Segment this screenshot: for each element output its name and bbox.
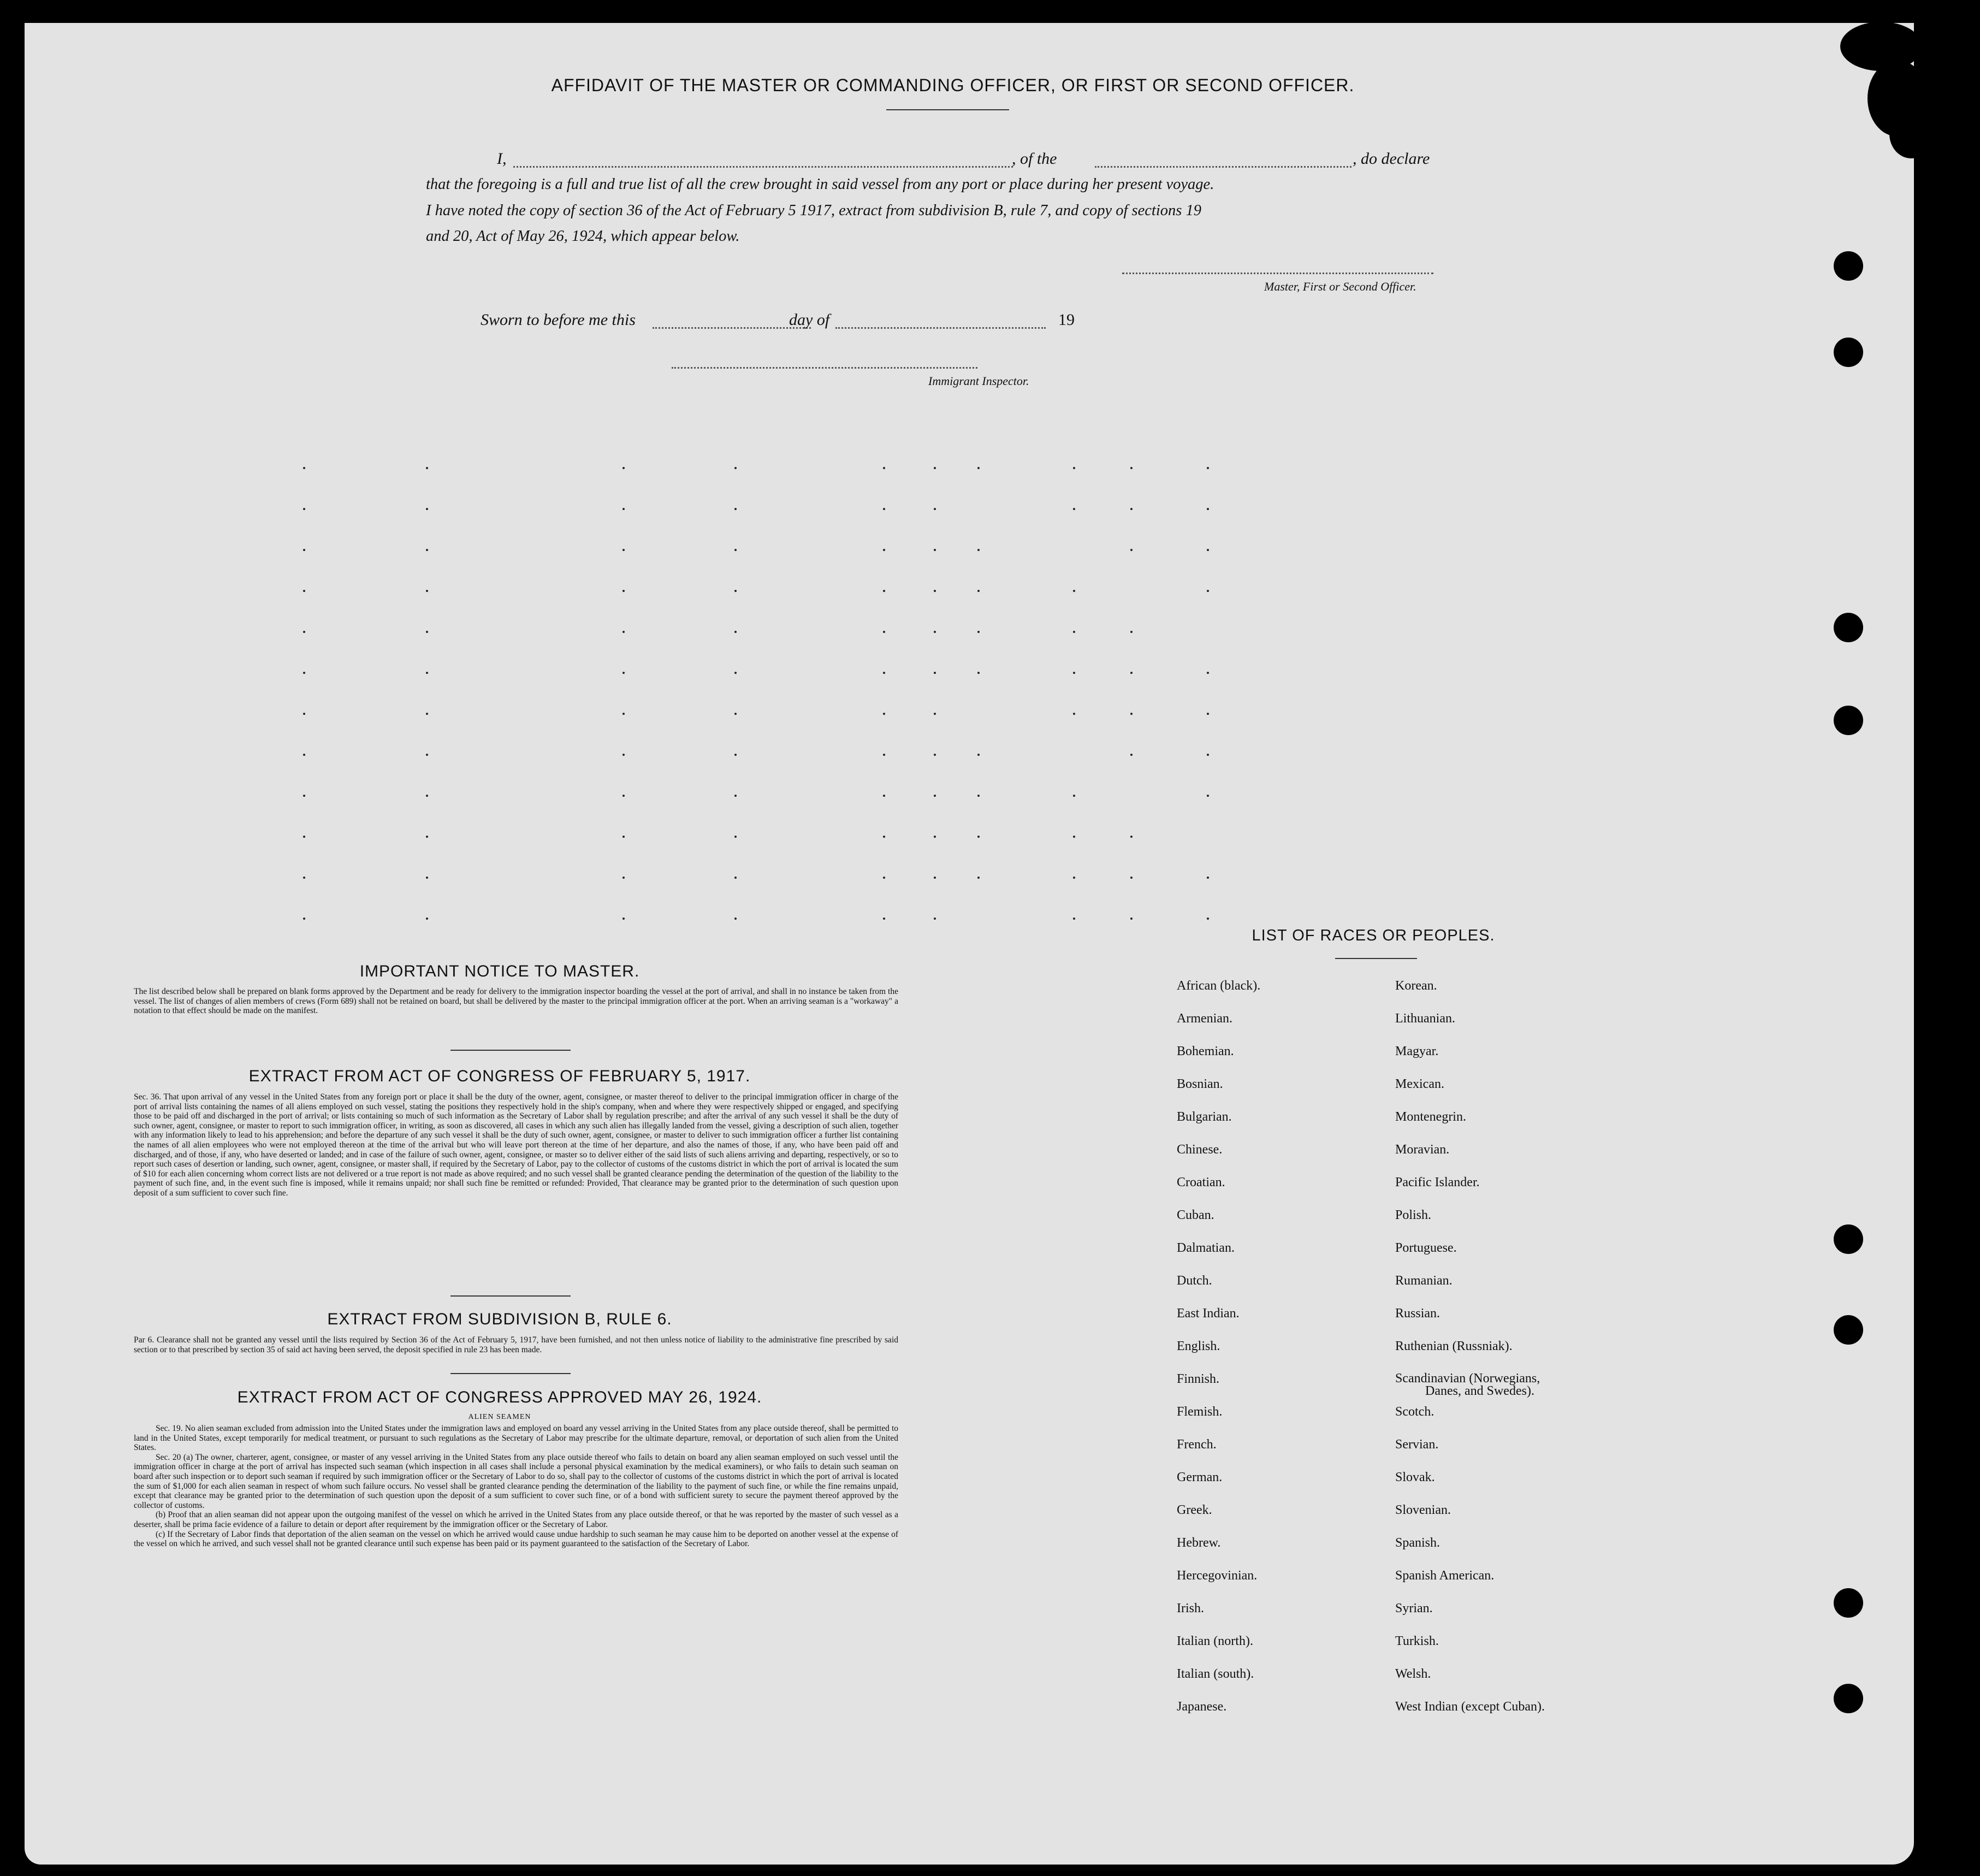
races-row xyxy=(1177,1044,1545,1077)
dot-mark xyxy=(883,713,885,715)
dot-mark xyxy=(623,672,625,674)
dot-mark xyxy=(934,918,936,920)
dot-mark xyxy=(623,918,625,920)
extract-1917-title: EXTRACT FROM ACT OF CONGRESS OF FEBRUARY 5, 1917. xyxy=(248,1067,751,1085)
races-row xyxy=(1177,1110,1545,1143)
dot-mark xyxy=(934,713,936,715)
dot-mark xyxy=(883,590,885,592)
officer-signature-line[interactable] xyxy=(1122,273,1433,274)
dot-mark xyxy=(303,549,305,551)
races-row xyxy=(1177,1306,1545,1339)
races-row xyxy=(1177,1011,1545,1044)
dot-mark xyxy=(1207,713,1209,715)
races-row xyxy=(1177,1700,1545,1732)
race-left: Bulgarian. xyxy=(1177,1110,1232,1124)
race-left: Dalmatian. xyxy=(1177,1241,1235,1255)
race-right: Moravian. xyxy=(1395,1143,1450,1157)
dot-mark xyxy=(883,467,885,469)
race-left: English. xyxy=(1177,1339,1220,1353)
dot-mark xyxy=(977,672,980,674)
dot-mark xyxy=(1130,754,1133,756)
dot-mark xyxy=(883,754,885,756)
master-name-field[interactable] xyxy=(513,166,1013,168)
race-right: Ruthenian (Russniak). xyxy=(1395,1339,1513,1353)
race-right: Syrian. xyxy=(1395,1601,1433,1615)
race-right: Slovak. xyxy=(1395,1470,1435,1484)
race-right: Servian. xyxy=(1395,1437,1439,1452)
dot-mark xyxy=(883,836,885,838)
officer-caption: Master, First or Second Officer. xyxy=(1264,280,1416,293)
races-row xyxy=(1177,1634,1545,1667)
races-row xyxy=(1177,1437,1545,1470)
extract-1917-body: Sec. 36. That upon arrival of any vessel in the United States from any foreign port or place it shall be the duty of the owner, agent, consignee, or master thereof to deliver to the principal immigration officer in charge of the port of arrival lists containing the names of all aliens employed on such vessel, stating the positions they respectively hold in the ship's company, when and where they were respectively shipped or engaged, and specifying those to be paid off and discharged in the port of arrival; or lists containing so much of such information as the Secretary of Labor shall by regulation prescribe; and after the arrival of any such vessel it shall be the duty of such owner, agent, consignee, or master to report to such immigration officer, in writing, as soon as discovered, all cases in which any such alien has illegally landed from the vessel, giving a description of such alien, together with any information likely to lead to his apprehension; and before the departure of any such vessel it shall be the duty of such owner, agent, consignee, or master to deliver to such immigration officer a further list containing the names of all alien employees who were not employed thereon at the time of the arrival but who will leave port thereon at the time of her departure, and also the names of those, if any, who have been paid off and discharged, and of those, if any, who have deserted or landed; and in case of the failure of such owner, agent, consignee, or master so to deliver either of the said lists of such aliens arriving and departing, respectively, or so to report such cases of desertion or landing, such owner, agent, consignee, or master shall, if required by the Secretary of Labor, pay to the collector of customs of the customs district in which the port of arrival is located the sum of $10 for each alien concerning whom correct lists are not delivered or a true report is not made as above required; and no such vessel shall be granted clearance pending the determination of the question of the liability to the payment of such fine, and, in the event such fine is imposed, while it remains unpaid; nor shall such fine be remitted or refunded: Provided, That clearance may be granted prior to the determination of such question upon deposit of a sum sufficient to cover such fine. xyxy=(134,1092,898,1198)
dot-mark xyxy=(1073,590,1075,592)
race-left: Croatian. xyxy=(1177,1175,1225,1189)
dot-mark xyxy=(426,631,428,633)
dot-mark xyxy=(623,631,625,633)
sec19-text: Sec. 19. No alien seaman excluded from admission into the United States under the immigration laws and employed on board any vessel arriving in the United States from any place outside thereof, shall be permitted to land in the United States, except temporarily for medical treatment, or pursuant to such regulations as the Secretary of Labor may prescribe for the ultimate departure, removal, or deportation of such alien from the United States. xyxy=(134,1424,898,1453)
race-left: Bosnian. xyxy=(1177,1077,1223,1091)
dot-mark xyxy=(1130,549,1133,551)
form-sheet xyxy=(25,23,1914,1865)
torn-corner-3 xyxy=(1889,109,1933,158)
dot-mark xyxy=(1130,631,1133,633)
race-left: Italian (south). xyxy=(1177,1667,1254,1681)
dot-mark xyxy=(623,877,625,879)
race-right: Mexican. xyxy=(1395,1077,1444,1091)
race-right: Pacific Islander. xyxy=(1395,1175,1480,1189)
affidavit-line4: and 20, Act of May 26, 1924, which appear below. xyxy=(426,228,740,245)
dot-mark xyxy=(934,549,936,551)
race-left: Flemish. xyxy=(1177,1405,1223,1419)
dot-mark xyxy=(977,549,980,551)
dot-mark xyxy=(934,754,936,756)
dot-mark xyxy=(623,508,625,510)
dot-mark xyxy=(623,467,625,469)
race-left: Finnish. xyxy=(1177,1372,1220,1386)
dot-mark xyxy=(1207,590,1209,592)
dot-mark xyxy=(1073,672,1075,674)
dot-mark xyxy=(934,508,936,510)
punch-hole xyxy=(1834,338,1863,367)
dot-mark xyxy=(426,836,428,838)
affidavit-line3: I have noted the copy of section 36 of the Act of February 5 1917, extract from subdivision B, rule 7, and copy of sections 19 xyxy=(426,202,1201,219)
dot-mark xyxy=(934,467,936,469)
rule6-body: Par 6. Clearance shall not be granted any vessel until the lists required by Section 36 of the Act of February 5, 1917, have been furnished, and not then unless notice of liability to the administrative fine prescribed by said section or to that prescribed by section 35 of said act having been served, the deposit specified in rule 23 has been made. xyxy=(134,1335,898,1354)
punch-hole xyxy=(1834,251,1863,281)
affidavit-title: AFFIDAVIT OF THE MASTER OR COMMANDING OFFICER, OR FIRST OR SECOND OFFICER. xyxy=(551,75,1355,95)
notice-divider xyxy=(450,1050,571,1051)
race-right: Turkish. xyxy=(1395,1634,1439,1648)
dot-mark xyxy=(623,795,625,797)
dot-mark xyxy=(1207,754,1209,756)
vessel-name-field[interactable] xyxy=(1095,166,1351,168)
dot-mark xyxy=(934,795,936,797)
dot-mark xyxy=(883,795,885,797)
dot-mark xyxy=(303,877,305,879)
dot-mark xyxy=(883,672,885,674)
races-row xyxy=(1177,979,1545,1011)
dot-mark xyxy=(303,713,305,715)
affidavit-line1-of-the: , of the xyxy=(1012,150,1057,168)
dot-mark xyxy=(303,672,305,674)
dot-mark xyxy=(623,836,625,838)
punch-hole xyxy=(1834,1588,1863,1618)
races-row xyxy=(1177,1175,1545,1208)
race-left: Cuban. xyxy=(1177,1208,1214,1222)
dot-mark xyxy=(883,549,885,551)
affidavit-line1-i: I, xyxy=(497,150,507,168)
punch-hole xyxy=(1834,1684,1863,1713)
dot-mark xyxy=(1207,508,1209,510)
dot-mark xyxy=(977,631,980,633)
race-right: Slovenian. xyxy=(1395,1503,1451,1517)
dot-mark xyxy=(426,590,428,592)
races-row xyxy=(1177,1339,1545,1372)
dot-mark xyxy=(1130,877,1133,879)
race-right: Magyar. xyxy=(1395,1044,1439,1058)
dot-mark xyxy=(426,795,428,797)
sworn-prefix: Sworn to before me this xyxy=(481,311,636,329)
dot-mark xyxy=(734,918,737,920)
race-left: Dutch. xyxy=(1177,1274,1212,1288)
dot-mark xyxy=(426,918,428,920)
dot-mark xyxy=(1130,918,1133,920)
dot-mark xyxy=(977,754,980,756)
sec20c-text: (c) If the Secretary of Labor finds that deportation of the alien seaman on the vessel on which he arrived would cause undue hardship to such seaman he may cause him to be deported on another vessel at the expense of the vessel on which he arrived, and such vessel shall not be granted clearance until such expense has been paid or its payment guaranteed to the satisfaction of the Secretary of Labor. xyxy=(134,1529,898,1549)
dot-mark xyxy=(303,631,305,633)
dot-mark xyxy=(623,713,625,715)
dot-mark xyxy=(303,836,305,838)
race-left: Bohemian. xyxy=(1177,1044,1234,1058)
race-left: East Indian. xyxy=(1177,1306,1240,1321)
rule6-divider xyxy=(450,1373,571,1374)
rule6-title: EXTRACT FROM SUBDIVISION B, RULE 6. xyxy=(327,1310,672,1328)
races-row xyxy=(1177,1077,1545,1110)
dot-mark xyxy=(426,713,428,715)
dot-mark xyxy=(1207,918,1209,920)
dot-mark xyxy=(303,754,305,756)
dot-mark xyxy=(426,549,428,551)
races-row xyxy=(1177,1208,1545,1241)
race-right: Scotch. xyxy=(1395,1405,1434,1419)
races-row xyxy=(1177,1536,1545,1569)
dot-mark xyxy=(623,754,625,756)
race-right-continued: Danes, and Swedes). xyxy=(1425,1384,1534,1398)
dot-mark xyxy=(934,836,936,838)
race-left: Hercegovinian. xyxy=(1177,1569,1258,1583)
punch-hole xyxy=(1834,613,1863,642)
dot-mark xyxy=(303,467,305,469)
dot-mark xyxy=(977,795,980,797)
dot-mark xyxy=(734,467,737,469)
race-left: Hebrew. xyxy=(1177,1536,1221,1550)
race-right: Rumanian. xyxy=(1395,1274,1453,1288)
races-row xyxy=(1177,1569,1545,1601)
dot-mark xyxy=(303,795,305,797)
inspector-caption: Immigrant Inspector. xyxy=(928,374,1029,388)
race-left: African (black). xyxy=(1177,979,1261,993)
races-title: LIST OF RACES OR PEOPLES. xyxy=(1252,927,1495,944)
dot-mark xyxy=(734,631,737,633)
dot-mark xyxy=(883,508,885,510)
dot-mark xyxy=(623,549,625,551)
dot-mark xyxy=(734,672,737,674)
dot-mark xyxy=(303,918,305,920)
sworn-year: 19 xyxy=(1058,311,1075,329)
races-row xyxy=(1177,1470,1545,1503)
dot-mark xyxy=(734,795,737,797)
race-right: Lithuanian. xyxy=(1395,1011,1455,1026)
races-row xyxy=(1177,1372,1545,1405)
affidavit-line2: that the foregoing is a full and true list of all the crew brought in said vessel from any port or place during her present voyage. xyxy=(426,176,1214,193)
dot-mark xyxy=(1073,836,1075,838)
race-right: Russian. xyxy=(1395,1306,1440,1321)
dot-mark xyxy=(1207,549,1209,551)
dot-mark xyxy=(977,877,980,879)
extract-1917-divider xyxy=(450,1295,571,1297)
dot-mark xyxy=(426,467,428,469)
race-right: Portuguese. xyxy=(1395,1241,1457,1255)
race-right: Scandinavian (Norwegians, Danes, and Swedes). xyxy=(1395,1372,1545,1405)
dot-mark xyxy=(883,918,885,920)
dot-mark xyxy=(1207,795,1209,797)
punch-hole xyxy=(1834,1315,1863,1345)
race-left: German. xyxy=(1177,1470,1223,1484)
sec20b-text: (b) Proof that an alien seaman did not appear upon the outgoing manifest of the vessel on which he arrived in the United States from any place outside thereof, or that he was reported by the master of such vessel as a deserter, shall be prima facie evidence of a failure to detain or deport after requirement by the immigration officer or the Secretary of Labor. xyxy=(134,1510,898,1529)
race-left: Irish. xyxy=(1177,1601,1204,1615)
race-left: Chinese. xyxy=(1177,1143,1223,1157)
dot-mark xyxy=(1130,713,1133,715)
race-right: Polish. xyxy=(1395,1208,1432,1222)
races-row xyxy=(1177,1405,1545,1437)
races-row xyxy=(1177,1503,1545,1536)
dot-mark xyxy=(303,590,305,592)
dot-mark xyxy=(426,508,428,510)
dot-mark xyxy=(1207,467,1209,469)
punch-hole xyxy=(1834,706,1863,735)
dot-mark xyxy=(734,549,737,551)
race-right: Welsh. xyxy=(1395,1667,1431,1681)
dot-mark xyxy=(734,713,737,715)
sworn-day-label: day of xyxy=(789,311,830,329)
races-table xyxy=(1177,979,1545,1732)
dot-mark xyxy=(734,877,737,879)
dot-mark xyxy=(1073,631,1075,633)
races-row xyxy=(1177,1601,1545,1634)
sworn-day-field[interactable] xyxy=(653,327,811,329)
race-right: Spanish. xyxy=(1395,1536,1440,1550)
races-row xyxy=(1177,1143,1545,1175)
dot-mark xyxy=(934,590,936,592)
dot-mark xyxy=(977,467,980,469)
extract-1924-title: EXTRACT FROM ACT OF CONGRESS APPROVED MAY 26, 1924. xyxy=(237,1388,762,1406)
dot-mark xyxy=(934,672,936,674)
race-left: Italian (north). xyxy=(1177,1634,1253,1648)
dot-mark xyxy=(1207,672,1209,674)
dot-mark xyxy=(934,877,936,879)
dot-mark xyxy=(1073,467,1075,469)
race-left: Greek. xyxy=(1177,1503,1212,1517)
dot-mark xyxy=(623,590,625,592)
dot-mark xyxy=(1130,672,1133,674)
dot-mark xyxy=(1130,508,1133,510)
dot-mark xyxy=(883,877,885,879)
races-row xyxy=(1177,1667,1545,1700)
races-row xyxy=(1177,1274,1545,1306)
dot-mark xyxy=(734,590,737,592)
affidavit-line1-declare: , do declare xyxy=(1353,150,1430,168)
dot-mark xyxy=(734,508,737,510)
dot-mark xyxy=(1207,877,1209,879)
race-left: French. xyxy=(1177,1437,1217,1452)
dot-mark xyxy=(977,590,980,592)
race-right: West Indian (except Cuban). xyxy=(1395,1700,1545,1714)
dot-mark xyxy=(426,877,428,879)
dot-mark xyxy=(1073,795,1075,797)
races-underline xyxy=(1335,958,1417,959)
dot-mark xyxy=(977,836,980,838)
dot-mark xyxy=(303,508,305,510)
race-left: Armenian. xyxy=(1177,1011,1232,1026)
dot-mark xyxy=(1073,877,1075,879)
notice-body: The list described below shall be prepared on blank forms approved by the Department and be ready for delivery to the immigration inspector boarding the vessel at the port of arrival, and shall in no instance be taken from the vessel. The list of changes of alien members of crews (Form 689) shall not be retained on board, but shall be delivered by the master to the principal immigration officer at the port. When an arriving seaman is a "workaway" a notation to that effect should be made on the manifest. xyxy=(134,987,898,1016)
dot-mark xyxy=(883,631,885,633)
sec20a-text: Sec. 20 (a) The owner, charterer, agent, consignee, or master of any vessel arriving in the United States from any place outside thereof who fails to detain on board any alien seaman employed on such vessel until the immigration officer in charge at the port of arrival has inspected such seaman (which inspection in all cases shall include a personal physical examination by the medical examiners), or who fails to detain such seaman on board after such inspection or to deport such seaman if required by such immigration officer or the Secretary of Labor to do so, shall pay to the collector of customs of the customs district in which the port of arrival is located the sum of $1,000 for each alien seaman in respect of whom such failure occurs. No vessel shall be granted clearance pending the determination of the liability to the payment of such fine, or while the fine remains unpaid, except that clearance may be granted prior to the determination of such question upon the deposit of a sum sufficient to cover such fine, or of a bond with sufficient surety to secure the payment thereof approved by the collector of customs. xyxy=(134,1452,898,1510)
extract-1924-subtitle: ALIEN SEAMEN xyxy=(468,1413,531,1421)
dot-mark xyxy=(1073,713,1075,715)
notice-title: IMPORTANT NOTICE TO MASTER. xyxy=(359,962,640,980)
dot-mark xyxy=(934,631,936,633)
dot-mark xyxy=(1073,508,1075,510)
dot-mark xyxy=(426,754,428,756)
races-row xyxy=(1177,1241,1545,1274)
extract-1924-body xyxy=(134,1424,898,1549)
sworn-month-field[interactable] xyxy=(835,327,1046,329)
punch-hole xyxy=(1834,1224,1863,1254)
race-right: Montenegrin. xyxy=(1395,1110,1466,1124)
dot-mark xyxy=(1130,836,1133,838)
dot-mark xyxy=(734,836,737,838)
title-underline xyxy=(886,109,1009,110)
race-left: Japanese. xyxy=(1177,1700,1227,1714)
race-right: Korean. xyxy=(1395,979,1437,993)
dot-mark xyxy=(1130,467,1133,469)
dot-mark xyxy=(426,672,428,674)
dot-mark xyxy=(734,754,737,756)
race-right: Spanish American. xyxy=(1395,1569,1495,1583)
dot-mark xyxy=(1073,918,1075,920)
inspector-signature-line[interactable] xyxy=(672,367,977,369)
